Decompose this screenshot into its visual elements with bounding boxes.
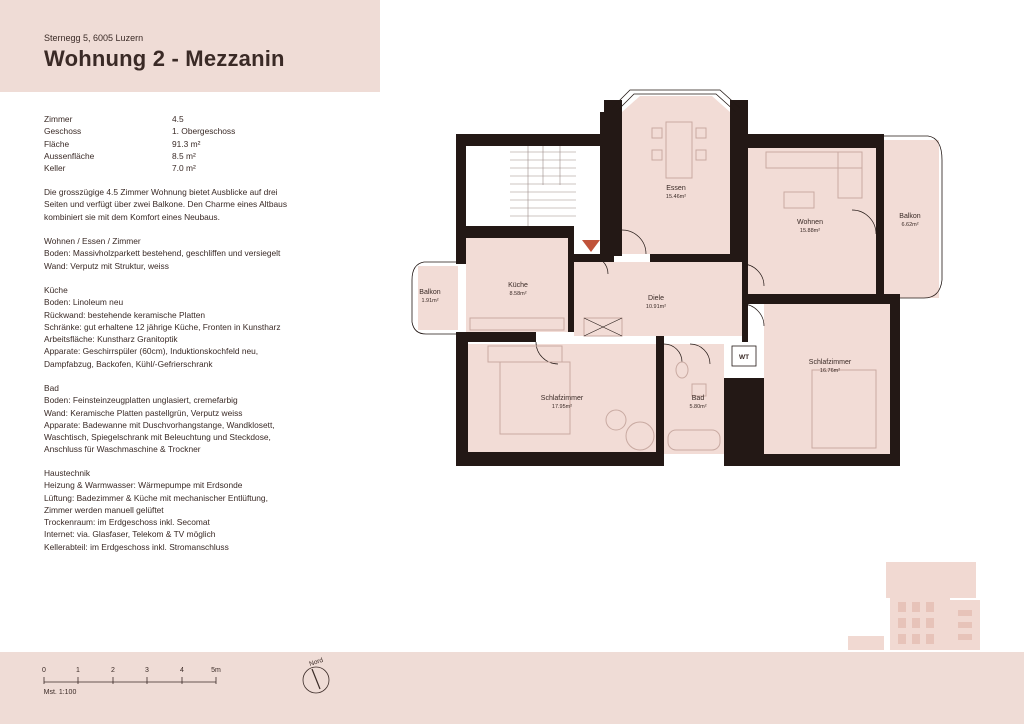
section-line: Apparate: Geschirrspüler (60cm), Induktionskochfeld neu, bbox=[44, 346, 259, 357]
compass-needle-icon bbox=[312, 669, 320, 689]
wall-diele-top-right bbox=[650, 254, 742, 262]
fact-key: Keller bbox=[44, 163, 66, 174]
wall-top-left bbox=[456, 134, 612, 146]
section-line: Apparate: Badewanne mit Duschvorhangstange, Wandklosett, bbox=[44, 419, 275, 430]
room-area: 17.95m² bbox=[551, 404, 573, 410]
fact-row bbox=[44, 113, 235, 125]
section-wohnen bbox=[44, 235, 364, 272]
north-label: Nord bbox=[308, 656, 325, 668]
fact-value: 7.0 m² bbox=[172, 163, 196, 174]
address: Sternegg 5, 6005 Luzern bbox=[44, 33, 144, 43]
fact-value: 1. Obergeschoss bbox=[172, 126, 236, 137]
schlaf-right-fill bbox=[764, 304, 890, 454]
scale-caption: Mst. 1:100 bbox=[43, 689, 77, 696]
wall-kitchen-right bbox=[568, 238, 574, 332]
room-area: 8.58m² bbox=[509, 291, 527, 297]
section-line: Waschtisch, Spiegelschrank mit Beleuchtung und Steckdose, bbox=[44, 432, 271, 443]
room-name: Schlafzimmer bbox=[808, 359, 852, 366]
section-heading: Wohnen / Essen / Zimmer bbox=[44, 236, 141, 246]
north-arrow bbox=[298, 656, 338, 696]
section-kueche bbox=[44, 284, 364, 370]
room-area: 15.88m² bbox=[799, 228, 821, 234]
wall-diele-top bbox=[574, 254, 614, 262]
fact-row bbox=[44, 150, 235, 162]
section-line: Trockenraum: im Erdgeschoss inkl. Secomat bbox=[44, 517, 210, 528]
section-line: Kellerabteil: im Erdgeschoss inkl. Stromanschluss bbox=[44, 541, 229, 552]
room-name: Diele bbox=[648, 295, 664, 302]
scale-tick-label: 4 bbox=[180, 667, 184, 674]
wall-left-upper bbox=[456, 134, 466, 264]
scale-lines bbox=[44, 677, 216, 684]
facts-table bbox=[44, 113, 235, 174]
scale-bar bbox=[40, 664, 230, 704]
room-name: Bad bbox=[691, 395, 705, 402]
wall-left-lower bbox=[456, 332, 468, 466]
entrance-marker-icon bbox=[582, 240, 600, 252]
wall-essen-left bbox=[600, 112, 622, 256]
scale-tick-label: 5m bbox=[211, 667, 221, 674]
page-title: Wohnung 2 - Mezzanin bbox=[44, 46, 285, 71]
section-line: Boden: Feinsteinzeugplatten unglasiert, cremefarbig bbox=[44, 395, 238, 406]
section-line: Schränke: gut erhaltene 12 jährige Küche, Fronten in Kunstharz bbox=[44, 321, 281, 332]
section-line: Wand: Verputz mit Struktur, weiss bbox=[44, 260, 169, 271]
section-line: Lüftung: Badezimmer & Küche mit mechanischer Entlüftung, bbox=[44, 492, 268, 503]
section-line: Dampfabzug, Backofen, Kühl/-Gefrierschrank bbox=[44, 358, 213, 369]
wall-block-right bbox=[724, 378, 764, 466]
fact-key: Geschoss bbox=[44, 126, 82, 137]
section-line: Internet: via. Glasfaser, Telekom & TV möglich bbox=[44, 529, 216, 540]
wall-bad-left bbox=[656, 336, 664, 466]
scale-tick-label: 3 bbox=[145, 667, 149, 674]
wall-bottom-left bbox=[456, 452, 664, 466]
wall-schlaf-top bbox=[456, 332, 536, 342]
floor-plan bbox=[400, 78, 960, 478]
wall-right-lower bbox=[890, 294, 900, 466]
fact-value: 91.3 m² bbox=[172, 138, 201, 149]
room-area: 15.46m² bbox=[665, 194, 687, 200]
room-area: 6.62m² bbox=[901, 222, 919, 228]
wt-label: WT bbox=[738, 354, 750, 361]
section-line: Zimmer werden manuell gelüftet bbox=[44, 504, 164, 515]
scale-tick-label: 0 bbox=[42, 667, 46, 674]
fact-row bbox=[44, 138, 235, 150]
room-area: 5.80m² bbox=[689, 404, 707, 410]
stair-background bbox=[466, 146, 610, 226]
section-line: Boden: Linoleum neu bbox=[44, 297, 124, 308]
building-illustration bbox=[846, 560, 986, 652]
section-line: Rückwand: bestehende keramische Platten bbox=[44, 309, 206, 320]
wall-kitchen-top bbox=[456, 226, 574, 238]
intro-line: kombiniert sie mit dem Komfort eines Neubaus. bbox=[44, 211, 220, 222]
wall-top-right bbox=[748, 134, 876, 148]
fact-row bbox=[44, 125, 235, 137]
section-line: Wand: Keramische Platten pastellgrün, Verputz weiss bbox=[44, 407, 243, 418]
stair-area bbox=[466, 146, 610, 226]
room-name: Küche bbox=[508, 282, 528, 289]
fact-key: Fläche bbox=[44, 138, 70, 149]
fact-value: 4.5 bbox=[172, 114, 184, 124]
room-name: Wohnen bbox=[797, 219, 823, 226]
section-heading: Bad bbox=[44, 383, 59, 393]
room-name: Balkon bbox=[899, 213, 921, 220]
section-line: Boden: Massivholzparkett bestehend, geschliffen und versiegelt bbox=[44, 248, 281, 259]
scale-tick-label: 1 bbox=[76, 667, 80, 674]
wall-right-outer bbox=[876, 134, 884, 298]
room-area: 10.91m² bbox=[645, 304, 667, 310]
room-name: Schlafzimmer bbox=[540, 395, 584, 402]
section-line: Anschluss für Waschmaschine & Trockner bbox=[44, 444, 201, 455]
section-heading: Küche bbox=[44, 285, 68, 295]
section-heading: Haustechnik bbox=[44, 468, 91, 478]
fact-key: Aussenfläche bbox=[44, 150, 95, 161]
fact-key: Zimmer bbox=[44, 114, 73, 124]
fact-value: 8.5 m² bbox=[172, 150, 196, 161]
intro-line: Die grosszügige 4.5 Zimmer Wohnung bietet Ausblicke auf drei bbox=[44, 187, 278, 197]
wall-essen-right bbox=[730, 112, 748, 262]
room-area: 1.91m² bbox=[421, 298, 439, 304]
wall-bay-left bbox=[604, 100, 622, 120]
room-name: Essen bbox=[666, 185, 686, 192]
intro-paragraph bbox=[44, 186, 364, 223]
essen-fill bbox=[622, 96, 730, 254]
room-area: 16.76m² bbox=[819, 368, 841, 374]
section-haustechnik bbox=[44, 467, 364, 553]
scale-tick-label: 2 bbox=[111, 667, 115, 674]
wall-wohnen-bottom bbox=[748, 294, 896, 304]
intro-line: Seiten und verfügt über zwei Balkone. Den Charme eines Altbaus bbox=[44, 199, 288, 210]
section-line: Arbeitsfläche: Kunstharz Granitoptik bbox=[44, 334, 178, 345]
fact-row bbox=[44, 162, 235, 174]
wall-diele-right bbox=[742, 262, 748, 342]
section-bad bbox=[44, 382, 364, 456]
section-line: Heizung & Warmwasser: Wärmepumpe mit Erdsonde bbox=[44, 480, 243, 491]
room-name: Balkon bbox=[419, 289, 441, 296]
